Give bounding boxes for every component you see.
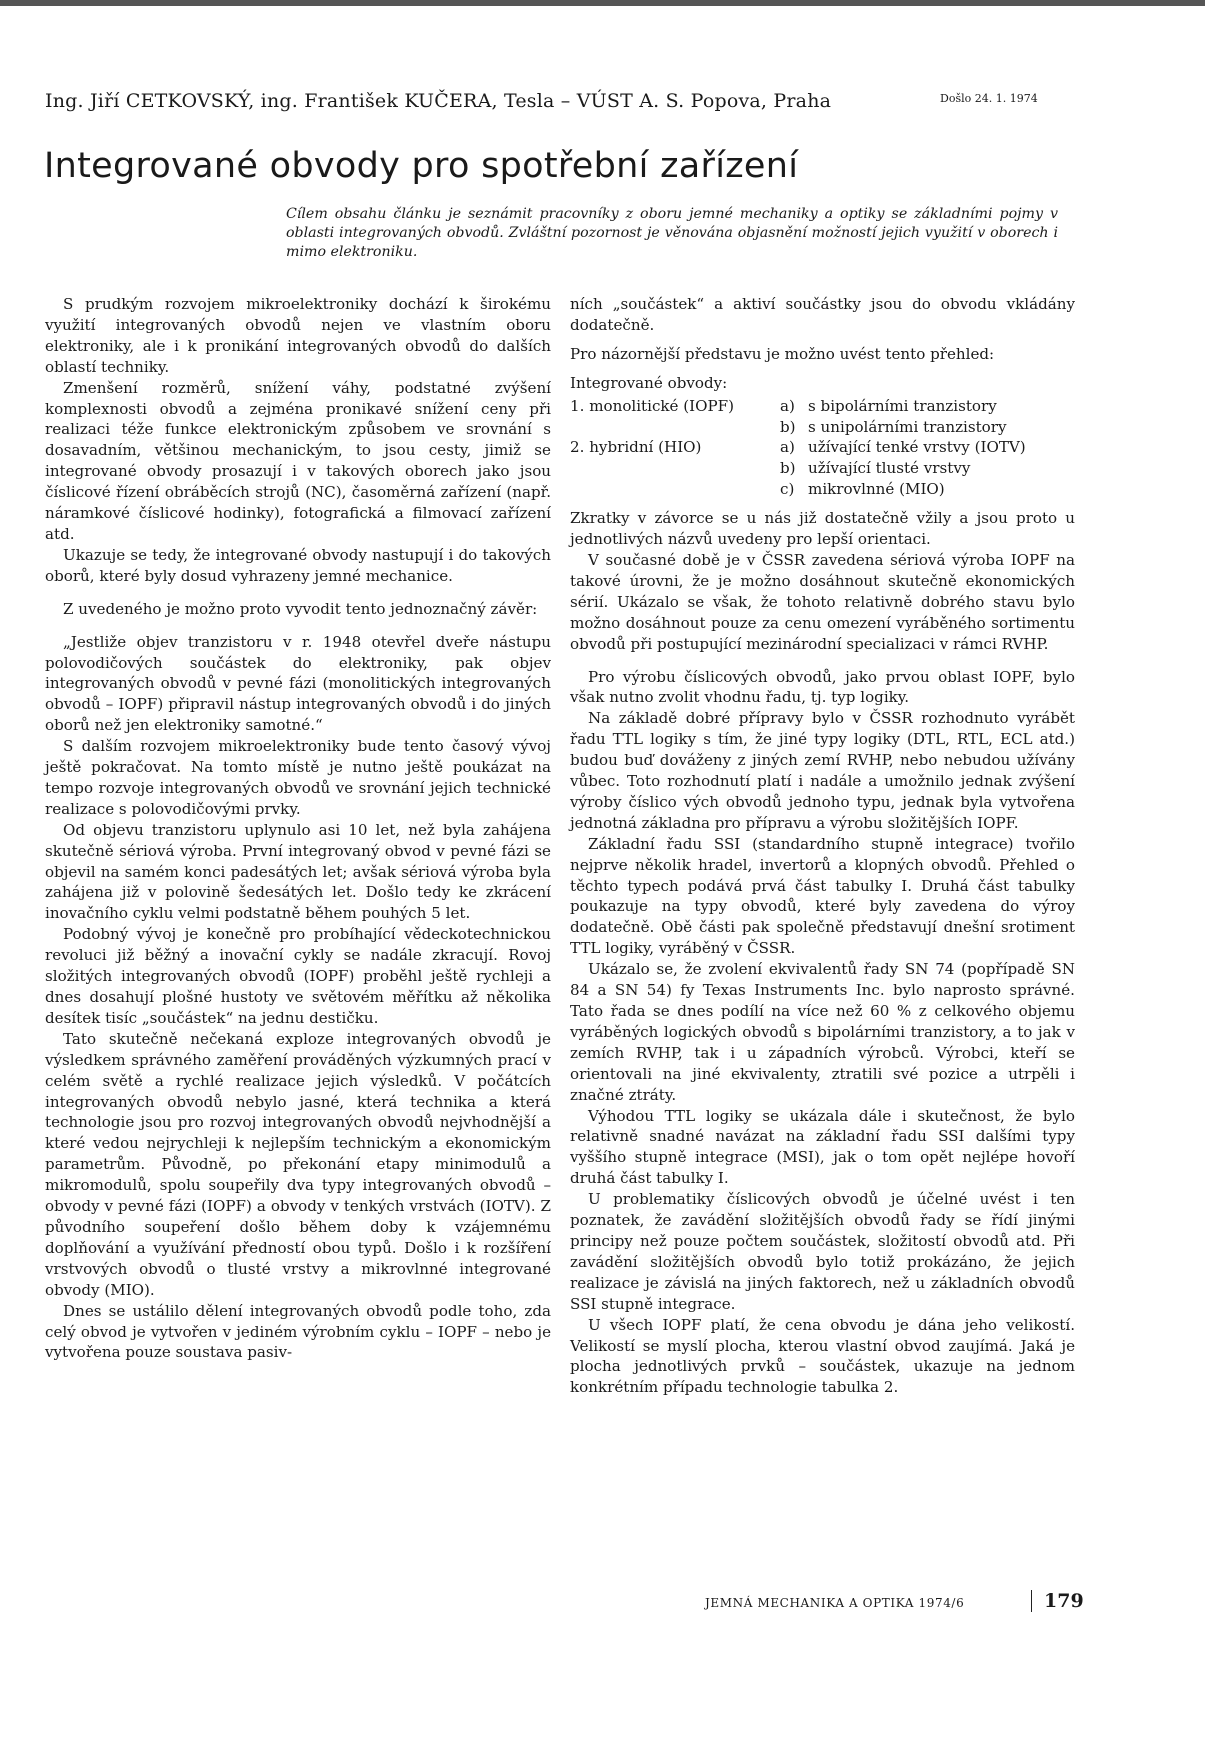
overview-row xyxy=(570,396,1075,417)
paragraph: S dalším rozvojem mikroelektroniky bude tento časový vývoj ještě pokračovat. Na tomto místě je nutno ještě poukázat na tempo rozvoje integrovaných obvodů ve srovnání jejich technické realizace s polovodičovými prvky. xyxy=(45,737,551,818)
paragraph: Zmenšení rozměrů, snížení váhy, podstatné zvýšení komplexnosti obvodů a zejména pronikavé snížení ceny při realizaci téže funkce elektronickým způsobem ve srovnání s dosavadním, většinou mechanickým, to jsou cesty, jimiž se integrované obvody prosazují i v takových oborech jako jsou číslicové řízení obráběcích strojů (NC), časoměrná zařízení (např. náramkové číslicové hodinky), fotografická a filmovací zařízení atd. xyxy=(45,378,551,543)
paragraph: Zkratky v závorce se u nás již dostatečně vžily a jsou proto u jednotlivých názvů uvedeny pro lepší orientaci. xyxy=(570,509,1075,549)
overview-category: 1. monolitické (IOPF) xyxy=(570,396,735,415)
paragraph: Pro výrobu číslicových obvodů, jako prvou oblast IOPF, bylo však nutno zvolit vhodnu řadu, tj. typ logiky. xyxy=(570,667,1075,707)
overview-category xyxy=(570,417,780,438)
paragraph: Podobný vývoj je konečně pro probíhající vědeckotechnickou revoluci již běžný a inovační cykly se nadále zkracují. Rovoj složitých integrovaných obvodů (IOPF) proběhl ještě rychleji a dnes dosahují plošné hustoty ve světovém měřítku až několika desítek tisíc „součástek“ na jednu destičku. xyxy=(45,925,551,1027)
overview-category xyxy=(570,458,780,479)
paragraph: U všech IOPF platí, že cena obvodu je dána jeho velikostí. Velikostí se myslí plocha, kterou vlastní obvod zaujímá. Jaká je plocha jednotlivých prvků – součástek, ukazuje na jednom konkrétním případu technologie tabulka 2. xyxy=(570,1315,1075,1397)
paragraph: Výhodou TTL logiky se ukázala dále i skutečnost, že bylo relativně snadné navázat na základní řadu SSI dalšími typy vyššího stupně integrace (MSI), jak o tom opět nejlépe hovoří druhá část tabulky I. xyxy=(570,1106,1075,1188)
journal-footer: JEMNÁ MECHANIKA A OPTIKA 1974/6 xyxy=(705,1596,965,1610)
overview-category: 2. hybridní (HIO) xyxy=(570,438,702,457)
overview-marker: b) xyxy=(780,417,796,436)
overview-marker: c) xyxy=(780,480,795,499)
overview-heading: Integrované obvody: xyxy=(570,373,728,392)
paragraph: Od objevu tranzistoru uplynulo asi 10 let, než byla zahájena skutečně sériová výroba. První integrovaný obvod v pevné fázi se objevil na samém konci padesátých let; avšak sériová výroba byla zahájena již v polovině šedesátých let. Došlo tedy ke zkrácení inovačního cyklu velmi podstatně během pouhých 5 let. xyxy=(45,820,551,923)
page-number: 179 xyxy=(1044,1590,1084,1612)
overview-row xyxy=(570,479,1075,500)
paragraph: Tato skutečně nečekaná exploze integrovaných obvodů je výsledkem správného zaměření prováděných výzkumných prací v celém světě a rychlé realizace jejich výsledků. V počátcích integrovaných obvodů nebylo jasné, která technika a která technologie jsou pro rozvoj integrovaných obvodů nejvhodnější a které vedou nejrychleji k nejlepším technickým a ekonomickým parametrům. Původně, po překonání etapy minimodulů a mikromodulů, spolu soupeřily dva typy integrovaných obvodů – obvody v pevné fázi (IOPF) a obvody v tenkých vrstvách (IOTV). Z původního soupeření došlo během doby k vzájemnému doplňování a využívání předností obou typů. Došlo i k rozšíření vrstvových obvodů o tlusté vrstvy a mikrovlnné integrované obvody (MIO). xyxy=(45,1029,551,1299)
overview-item: mikrovlnné (MIO) xyxy=(808,480,945,499)
left-column xyxy=(45,294,551,1363)
paragraph: Základní řadu SSI (standardního stupně integrace) tvořilo nejprve několik hradel, invertorů a klopných obvodů. Přehled o těchto typech podává prvá část tabulky I. Druhá část tabulky poukazuje na typy obvodů, které byly zavedena do výroy dodatečně. Obě části pak společně představují dnešní srotiment TTL logiky, vyráběný v ČSSR. xyxy=(570,834,1075,958)
footer-divider xyxy=(1031,1590,1032,1612)
overview-row xyxy=(570,458,1075,479)
quote-paragraph: „Jestliže objev tranzistoru v r. 1948 otevřel dveře nástupu polovodičových součástek do elektroniky, pak objev integrovaných obvodů v pevné fázi (monolitických integrovaných obvodů – IOPF) připravil nástup integrovaných obvodů i do jiných oborů než jen elektroniky samotné.“ xyxy=(45,632,551,735)
paragraph: S prudkým rozvojem mikroelektroniky dochází k širokému využití integrovaných obvodů nejen ve vlastním oboru elektroniky, ale i k pronikání integrovaných obvodů do dalších oblastí techniky. xyxy=(45,295,551,376)
overview-marker: b) xyxy=(780,459,796,478)
paragraph: Na základě dobré přípravy bylo v ČSSR rozhodnuto vyrábět řadu TTL logiky s tím, že jiné typy logiky (DTL, RTL, ECL atd.) budou buď dováženy z jiných zemí RVHP, nebo nebudou užívány vůbec. Toto rozhodnutí platí i nadále a umožnilo jednak zvýšení výroby číslico vých obvodů jednoho typu, jednak byla vytvořena jednotná základna pro přípravu a výrobu složitějších IOPF. xyxy=(570,709,1075,832)
paragraph: Dnes se ustálilo dělení integrovaných obvodů podle toho, zda celý obvod je vytvořen v jediném výrobním cyklu – IOPF – nebo je vytvořena pouze soustava pasiv- xyxy=(45,1301,551,1362)
received-date: Došlo 24. 1. 1974 xyxy=(940,92,1038,105)
right-column xyxy=(570,294,1075,1398)
overview-item: užívající tlusté vrstvy xyxy=(808,459,971,478)
overview-category xyxy=(570,479,780,500)
paragraph: Ukázalo se, že zvolení ekvivalentů řady SN 74 (popřípadě SN 84 a SN 54) fy Texas Instruments Inc. bylo naprosto správné. Tato řada se dnes podílí na více než 60 % z celkového objemu vyráběných logických obvodů s bipolárními tranzistory, a to jak v zemích RVHP, tak i u západních výrobců. Výrobci, kteří se orientovali na jiné ekvivalenty, ztratili své pozice a utrpěli i značné ztráty. xyxy=(570,960,1075,1104)
overview-marker: a) xyxy=(780,396,795,415)
paragraph: Ukazuje se tedy, že integrované obvody nastupují i do takových oborů, které byly dosud vyhrazeny jemné mechanice. xyxy=(45,545,551,585)
overview-item: užívající tenké vrstvy (IOTV) xyxy=(808,438,1026,457)
overview-list xyxy=(570,396,1075,501)
overview-row xyxy=(570,437,1075,458)
paragraph: V současné době je v ČSSR zavedena sériová výroba IOPF na takové úrovni, že je možno dosáhnout skutečně ekonomických sérií. Ukázalo se však, že tohoto relativně dobrého stavu bylo možno dosáhnout pouze za cenu omezení vyráběného sortimentu obvodů při postupující mezinárodní specializaci v rámci RVHP. xyxy=(570,550,1075,653)
abstract: Cílem obsahu článku je seznámit pracovníky z oboru jemné mechaniky a optiky se základními pojmy v oblasti integrovaných obvodů. Zvláštní pozornost je věnována objasnění možností jejich využití v oborech i mimo elektroniku. xyxy=(286,206,1058,260)
overview-row xyxy=(570,417,1075,438)
author-line: Ing. Jiří CETKOVSKÝ, ing. František KUČERA, Tesla – VÚST A. S. Popova, Praha xyxy=(45,90,832,112)
overview-intro: Pro názornější představu je možno uvést tento přehled: xyxy=(570,344,995,363)
overview-marker: a) xyxy=(780,438,795,457)
paragraph: U problematiky číslicových obvodů je účelné uvést i ten poznatek, že zavádění složitějších obvodů řady se řídí jinými principy než pouze počtem součástek, složitostí obvodů atd. Při zavádění složitějších obvodů bylo totiž prokázáno, že jejich realizace je závislá na jiných faktorech, než u základních obvodů SSI stupně integrace. xyxy=(570,1190,1075,1313)
paragraph: Z uvedeného je možno proto vyvodit tento jednoznačný závěr: xyxy=(63,599,538,618)
article-title: Integrované obvody pro spotřební zařízení xyxy=(44,146,799,186)
overview-item: s bipolárními tranzistory xyxy=(808,396,997,415)
paragraph-continuation: ních „součástek“ a aktiví součástky jsou do obvodu vkládány dodatečně. xyxy=(570,295,1075,334)
overview-item: s unipolárními tranzistory xyxy=(808,417,1007,436)
top-rule xyxy=(0,0,1205,6)
